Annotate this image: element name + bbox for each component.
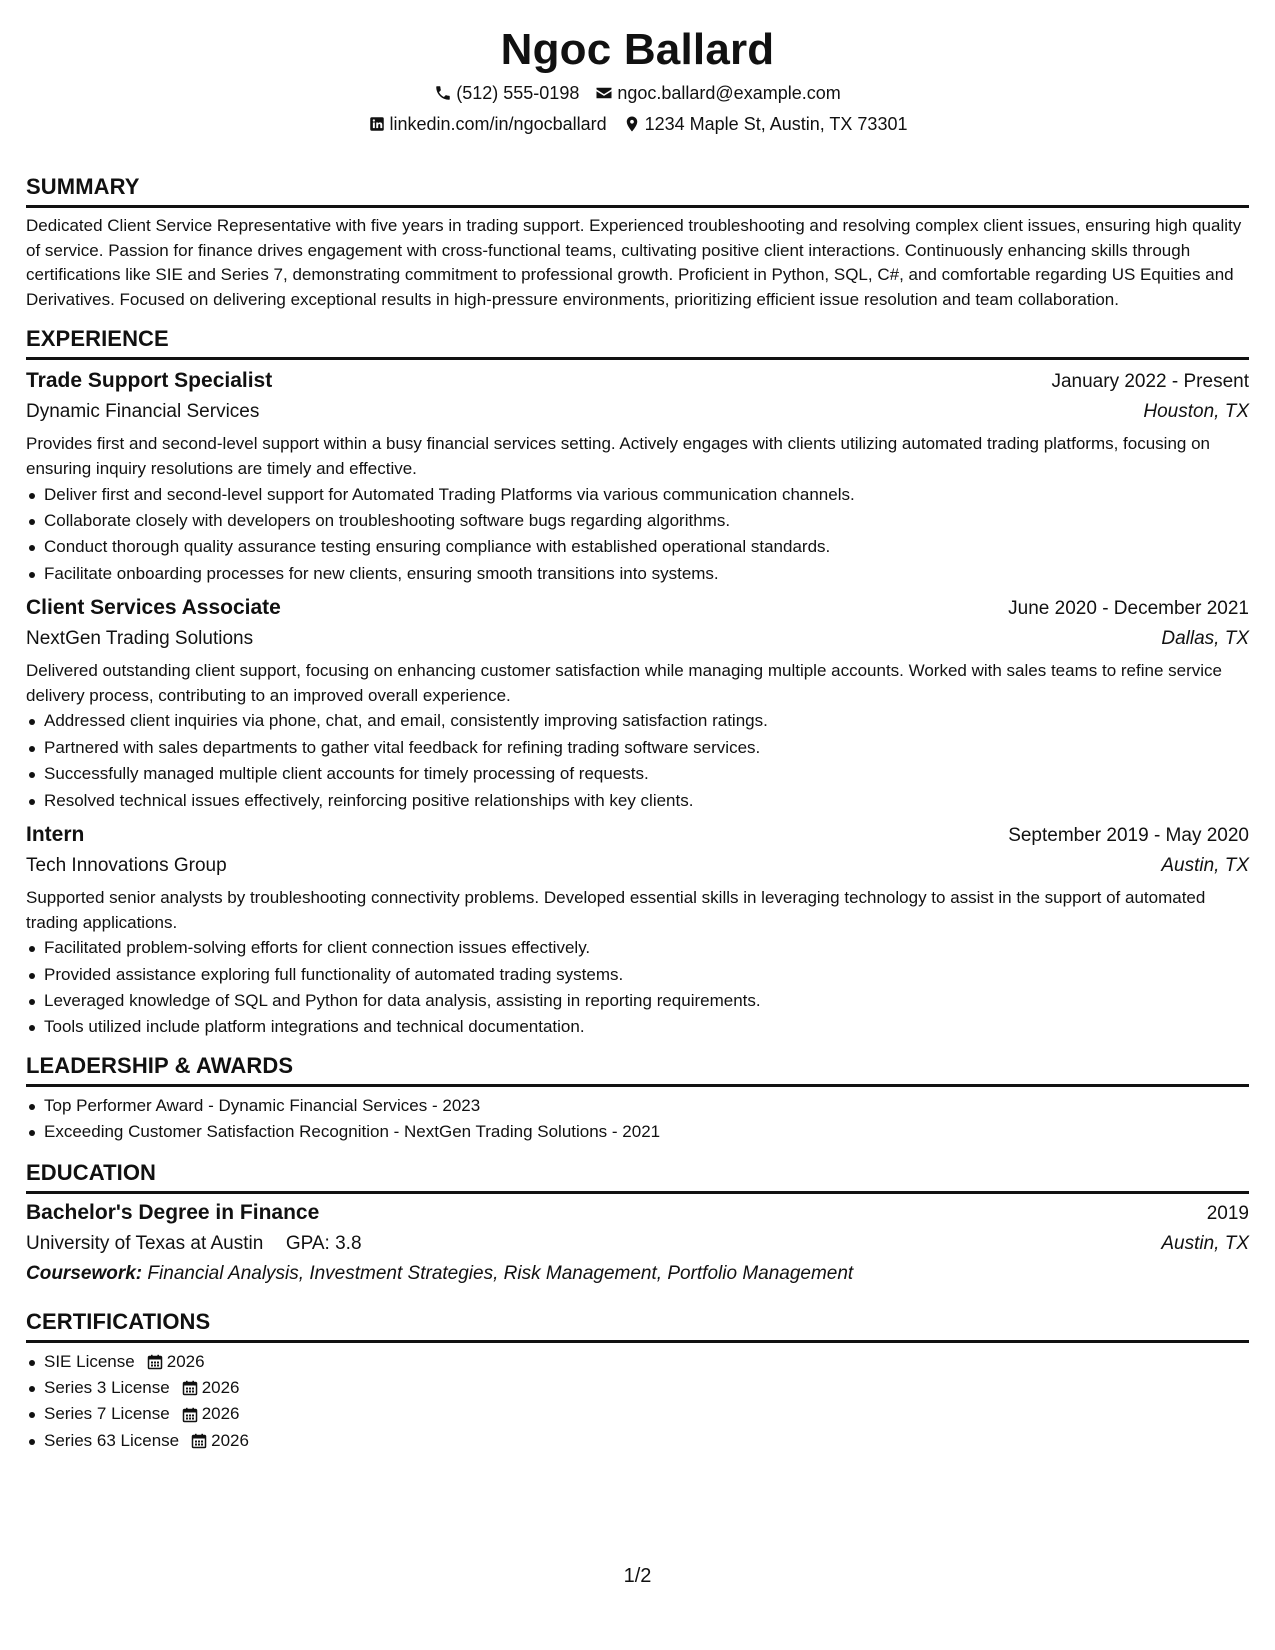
job-title: Intern [26, 823, 85, 846]
certification-name: Series 3 License [44, 1378, 170, 1398]
page-number: 1/2 [623, 1565, 652, 1587]
calendar-icon [182, 1380, 198, 1396]
coursework-list: Financial Analysis, Investment Strategies, Risk Management, Portfolio Management [147, 1262, 854, 1284]
job-description: Provides first and second-level support within a busy financial services setting. Actively engages with clients utilizing automated trading platforms, focusing on ensuring inquiry resolutions are timely and effective. [26, 434, 1210, 478]
job-bullet: Conduct thorough quality assurance testing ensuring compliance with established operational standards. [44, 534, 1249, 560]
certification-item [44, 1375, 1249, 1401]
job-bullet: Facilitate onboarding processes for new clients, ensuring smooth transitions into systems. [44, 561, 1249, 587]
award-item: Exceeding Customer Satisfaction Recognition - NextGen Trading Solutions - 2021 [44, 1119, 1249, 1145]
job-description: Delivered outstanding client support, focusing on enhancing customer satisfaction while managing multiple accounts. Worked with sales teams to refine service delivery process, contributing to an improved overall experience. [26, 661, 1222, 705]
education-section [26, 1160, 1249, 1289]
job-title-row [26, 366, 1249, 397]
job-bullet: Successfully managed multiple client accounts for timely processing of requests. [44, 761, 1249, 787]
certifications-section [26, 1309, 1249, 1455]
job-location: Dallas, TX [1161, 628, 1249, 650]
coursework [26, 1259, 1249, 1289]
certification-year: 2026 [201, 1378, 240, 1398]
certification-item [44, 1428, 1249, 1454]
education-school-row [26, 1229, 1249, 1259]
job-dates: June 2020 - December 2021 [1008, 598, 1249, 620]
job-company-row [26, 397, 1249, 427]
certification-year: 2026 [211, 1430, 249, 1450]
leadership-section [26, 1053, 1249, 1146]
certification-item [44, 1401, 1249, 1427]
section-title-experience: EXPERIENCE [26, 326, 169, 352]
email-address[interactable]: ngoc.ballard@example.com [617, 83, 841, 103]
job-dates: September 2019 - May 2020 [1008, 825, 1249, 846]
job-location: Houston, TX [1143, 401, 1249, 423]
contact-line-primary [26, 82, 1249, 104]
section-title-leadership: LEADERSHIP & AWARDS [26, 1052, 294, 1078]
school-info [26, 1229, 362, 1259]
job-title: Client Services Associate [26, 596, 281, 620]
section-divider [26, 1084, 1249, 1087]
job-bullet: Resolved technical issues effectively, reinforcing positive relationships with key clients. [44, 788, 1249, 814]
resume-page [26, 0, 1249, 1454]
education-degree-row [26, 1198, 1249, 1229]
resume-header [26, 24, 1249, 135]
job-company: NextGen Trading Solutions [26, 628, 254, 650]
job-entry [26, 820, 1249, 1041]
contact-phone [434, 82, 579, 104]
job-bullet-list [26, 935, 1249, 1041]
section-title-summary: SUMMARY [26, 174, 140, 199]
job-location: Austin, TX [1161, 855, 1249, 876]
job-bullet: Tools utilized include platform integrations and technical documentation. [44, 1014, 1249, 1040]
certification-name: Series 7 License [44, 1404, 170, 1424]
section-divider [26, 205, 1249, 208]
graduation-year: 2019 [1206, 1202, 1249, 1224]
phone-number: (512) 555-0198 [456, 83, 580, 103]
contact-linkedin[interactable] [368, 113, 607, 135]
job-company: Tech Innovations Group [26, 855, 227, 876]
school-name: University of Texas at Austin [26, 1232, 264, 1254]
coursework-label: Coursework: [26, 1262, 143, 1284]
section-divider [26, 1340, 1249, 1343]
section-divider [26, 357, 1249, 360]
job-bullet: Partnered with sales departments to gather vital feedback for refining trading software services. [44, 735, 1249, 761]
job-bullet: Leveraged knowledge of SQL and Python for data analysis, assisting in reporting requirements. [44, 988, 1249, 1014]
job-title-row [26, 820, 1249, 851]
calendar-icon [191, 1433, 207, 1449]
job-bullet: Facilitated problem-solving efforts for client connection issues effectively. [44, 935, 1249, 961]
job-title: Trade Support Specialist [26, 369, 273, 393]
contact-address [623, 113, 908, 135]
job-company: Dynamic Financial Services [26, 401, 260, 423]
job-bullet-list [26, 708, 1249, 814]
job-entry [26, 366, 1249, 587]
job-bullet-list [26, 482, 1249, 588]
job-title-row [26, 593, 1249, 624]
address-text: 1234 Maple St, Austin, TX 73301 [644, 114, 908, 134]
job-description: Supported senior analysts by troubleshooting connectivity problems. Developed essential skills in leveraging technology to assist in the support of automated trading applications. [26, 888, 1206, 932]
calendar-icon [182, 1407, 198, 1423]
awards-list [26, 1093, 1249, 1146]
envelope-icon [595, 84, 613, 102]
experience-section [26, 326, 1249, 1040]
job-entry [26, 593, 1249, 814]
calendar-icon [147, 1354, 163, 1370]
job-company-row [26, 624, 1249, 654]
award-item: Top Performer Award - Dynamic Financial Services - 2023 [44, 1093, 1249, 1119]
section-title-education: EDUCATION [26, 1159, 157, 1185]
gpa: GPA: 3.8 [285, 1232, 362, 1254]
certification-year: 2026 [166, 1351, 205, 1371]
linkedin-icon [368, 115, 386, 133]
job-bullet: Addressed client inquiries via phone, chat, and email, consistently improving satisfaction ratings. [44, 708, 1249, 734]
summary-text: Dedicated Client Service Representative with five years in trading support. Experienced troubleshooting and resolving complex client issues, ensuring high quality of service. Passion for finance drives engagement with cross-functional teams, cultivating positive client interactions. Continuously enhancing skills through certifications like SIE and Series 7, demonstrating commitment to professional growth. Proficient in Python, SQL, C#, and comfortable regarding US Equities and Derivatives. Focused on delivering exceptional results in high-pressure environments, prioritizing efficient issue resolution and team collaboration. [26, 216, 1242, 309]
linkedin-url[interactable]: linkedin.com/in/ngocballard [389, 114, 607, 134]
certification-year: 2026 [201, 1404, 240, 1424]
certification-name: Series 63 License [44, 1430, 180, 1450]
section-divider [26, 1191, 1249, 1194]
certification-name: SIE License [44, 1351, 135, 1371]
phone-icon [434, 84, 452, 102]
map-marker-icon [623, 115, 641, 133]
certification-item [44, 1349, 1249, 1375]
candidate-name: Ngoc Ballard [500, 25, 775, 74]
job-bullet: Provided assistance exploring full functionality of automated trading systems. [44, 962, 1249, 988]
school-location: Austin, TX [1161, 1232, 1249, 1254]
contact-email[interactable] [595, 82, 840, 104]
degree-name: Bachelor's Degree in Finance [26, 1200, 320, 1224]
job-company-row [26, 851, 1249, 881]
contact-line-secondary [26, 113, 1249, 135]
section-title-certifications: CERTIFICATIONS [26, 1308, 211, 1334]
job-dates: January 2022 - Present [1051, 371, 1249, 393]
summary-section [26, 174, 1249, 312]
certifications-list [26, 1349, 1249, 1455]
job-bullet: Collaborate closely with developers on troubleshooting software bugs regarding algorithms. [44, 508, 1249, 534]
job-bullet: Deliver first and second-level support for Automated Trading Platforms via various communication channels. [44, 482, 1249, 508]
